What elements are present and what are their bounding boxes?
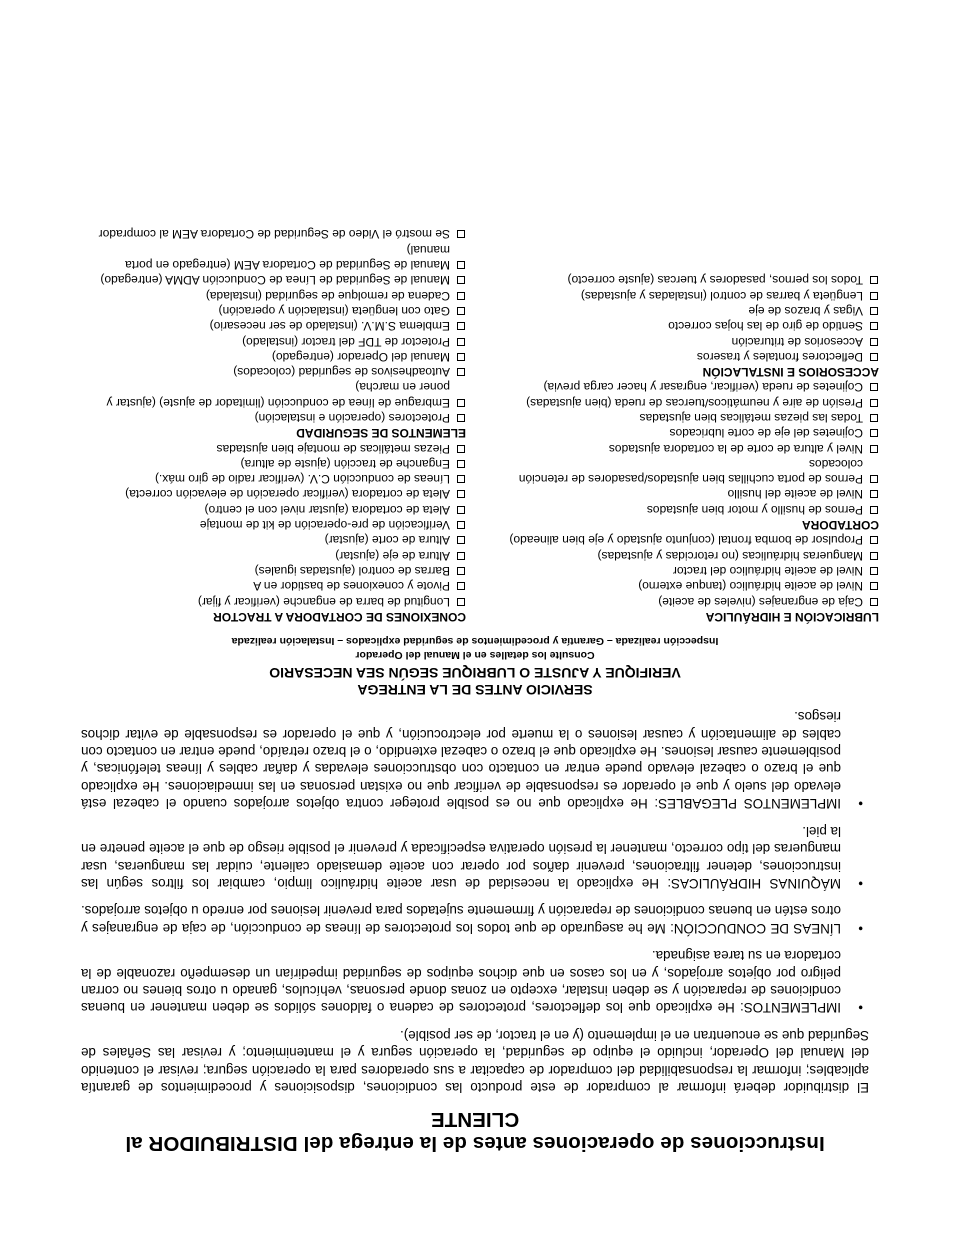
instructions-list (81, 708, 869, 1017)
checklist-item (81, 517, 466, 532)
checkbox-icon[interactable] (457, 230, 465, 238)
checklist-item-label: Altura de corte (ajustar) (324, 533, 450, 548)
checkbox-icon[interactable] (457, 536, 465, 544)
checklist-item (494, 349, 879, 364)
checklist-item-label: Manual de Seguridad de Línea de Conducción ADMA (entregado) (100, 273, 450, 288)
checkbox-icon[interactable] (870, 598, 878, 606)
checklist-item-label: Manual de Seguridad de Cortadora AEM (entregado en porta manual) (125, 242, 450, 273)
section-title-seguridad: ELEMENTOS DE SEGURIDAD (296, 426, 466, 441)
checkbox-icon[interactable] (457, 414, 465, 422)
checklist-item-label: Deflectores frontales y traseros (696, 349, 863, 364)
checkbox-icon[interactable] (457, 460, 465, 468)
checklist-item-label: Autoadhesivos de seguridad (colocados) (233, 365, 450, 380)
checkbox-icon[interactable] (870, 338, 878, 346)
checklist-item (81, 318, 466, 333)
checklist-item (81, 303, 466, 318)
checklist-item (81, 578, 466, 593)
checklist-right-column (81, 226, 466, 624)
checkbox-icon[interactable] (870, 353, 878, 361)
checkbox-icon[interactable] (870, 552, 878, 560)
checklist-item-label: Emblema S.M.V. (instalado de ser necesario) (209, 319, 450, 334)
checklist-item (81, 440, 466, 455)
checklist-item-label: Todas las piezas metálicas bien ajustadas (639, 411, 863, 426)
checklist-item (494, 593, 879, 608)
service-subtitle: VERIFIQUE Y AJUSTE O LUBRIQUE SEGÚN SEA NECESARIO (269, 664, 681, 681)
service-legend: Inspección realizada – Garantía y procedimientos de seguridad explicados – Instalación realizada (231, 634, 719, 647)
checklist-item (81, 241, 466, 272)
checklist-item-label: Aleta de cortadora (verificar operación de elevación correcta) (125, 487, 450, 502)
checkbox-icon[interactable] (870, 292, 878, 300)
checklist-item (494, 287, 879, 302)
checklist-item-label: Aleta de cortadora (ajustar nivel con el centro) (204, 502, 450, 517)
checklist-item-label: Piezas metálicas de montaje bien ajustadas (216, 441, 450, 456)
checklist-item-label: Lengüeta y barras de control (instaladas y ajustadas) (580, 288, 863, 303)
checklist-item (81, 287, 466, 302)
checklist-item-label: Nivel de aceite del husillo (727, 487, 863, 502)
checklist-left-column (494, 226, 879, 624)
checklist-item-label: Vigas y brazos de eje (748, 303, 863, 318)
checklist-item-label: Pernos de porta cuchillas bien ajustados/pasadores de retención colocados (518, 456, 863, 487)
checklist-item-label: Longitud de barra de enganche (verificar y fijar) (197, 594, 450, 609)
checklist-item-label: Cojinetes del eje de corte lubricados (669, 426, 863, 441)
checklist-item (494, 379, 879, 394)
checklist-item (81, 547, 466, 562)
checklist-item-label: Embrague de línea de conducción (limitador de ajuste) (ajustar y poner en marcha) (106, 380, 450, 410)
checklist-item-label: Verificación de pre-operación de kit de montaje (199, 518, 450, 533)
checkbox-icon[interactable] (870, 567, 878, 575)
bullet-glyph: • (858, 920, 863, 936)
checklist-item-label: Nivel de aceite hidráulico del tractor (672, 563, 863, 578)
checklist-item-label: Protector de TDF del tractor (instalado) (242, 334, 450, 349)
checkbox-icon[interactable] (457, 292, 465, 300)
checklist-item (494, 502, 879, 517)
checklist-item-label: Líneas de conducción C.V. (verificar radio de giro máx.) (154, 472, 450, 487)
checkbox-icon[interactable] (457, 552, 465, 560)
checklist-item-label: Caja de engranajes (niveles de aceite) (658, 594, 863, 609)
checklist-item-label: Se mostró el Video de Seguridad de Cortadora AEM al comprador (98, 227, 450, 242)
bullet-plegables (81, 708, 869, 812)
checkbox-icon[interactable] (457, 506, 465, 514)
checklist-item-label: Protectores (operación e instalación) (254, 411, 450, 426)
checklist-accesorios (494, 272, 879, 364)
checkbox-icon[interactable] (870, 445, 878, 453)
checklist-item-label: Pivote y conexiones de bastidor en A (253, 579, 450, 594)
bullet-hidraulicas (81, 822, 869, 892)
checklist-item (81, 333, 466, 348)
checkbox-icon[interactable] (870, 276, 878, 284)
service-title: SERVICIO ANTES DE LA ENTREGA (357, 681, 593, 698)
bullet-glyph: • (858, 1000, 863, 1016)
checkbox-icon[interactable] (457, 399, 465, 407)
checklist-item (81, 364, 466, 379)
checklist-item-label: Barras de control (ajustadas iguales) (254, 563, 450, 578)
checklist-item (494, 456, 879, 487)
checkbox-icon[interactable] (870, 536, 878, 544)
checkbox-icon[interactable] (870, 506, 878, 514)
checklist-item-label: Cojinetes de rueda (verificar, engrasar y hacer carga previa) (543, 380, 863, 395)
checkbox-icon[interactable] (457, 353, 465, 361)
checkbox-icon[interactable] (457, 491, 465, 499)
checkbox-icon[interactable] (457, 582, 465, 590)
checkbox-icon[interactable] (457, 598, 465, 606)
checklist-item (81, 563, 466, 578)
checklist-item (494, 486, 879, 501)
checklist-item (81, 379, 466, 410)
service-note: Consulte los detalles en el Manual del Operador (355, 648, 595, 661)
checklist-item (494, 394, 879, 409)
checklist-item (494, 410, 879, 425)
checklist-item (494, 272, 879, 287)
checklist-item (81, 410, 466, 425)
checklist-item-label: Cadena de remolque de seguridad (instalada) (205, 288, 450, 303)
checklist-columns (81, 226, 879, 624)
checklist-item (494, 563, 879, 578)
page-title: Instrucciones de operaciones antes de la entrega del DISTRIBUIDOR al CLIENTE (125, 1108, 825, 1155)
bullet-text: LÍNEAS DE CONDUCCIÓN: Me he asegurado de que todos los protectores de líneas de conducción, de caja de engranajes y otros estén en buenas condiciones de reparación y firmemente sujetados para prevenir lesiones por enredo u objetos arrojados. (80, 903, 841, 936)
checklist-item-label: Presión de aire y neumáticos/tuercas de rueda (bien ajustadas) (526, 395, 863, 410)
bullet-text: IMPLEMENTOS PLEGABLES: He explicado que no es posible proteger contra objetos arrojados cuando el cabezal está elevado del suelo y que el operador es responsable de verificar que no existan personas en las inmediaciones. He explicado que el brazo o cabezal elevado puede entrar en contacto con obstrucciones elevadas y dañar cables y líneas telefónicas, y posiblemente causar lesiones. He explicado que el brazo o cabezal extendido, o el brazo retraído, puede entrar en contacto con cables de alimentación y causar lesiones o la muerte por electrocución, y que el operador es responsable de evitar dichos riesgos. (81, 709, 841, 812)
checkbox-icon[interactable] (457, 475, 465, 483)
checklist-item (494, 318, 879, 333)
checkbox-icon[interactable] (870, 429, 878, 437)
checklist-item (494, 578, 879, 593)
checklist-item-label: Manual del Operador (entregado) (271, 349, 450, 364)
checklist-item-label: Propulsor de bomba frontal (conjunto ajustado y eje bien alineado) (509, 533, 863, 548)
bullet-glyph: • (858, 875, 863, 891)
checklist-item-label: Todos los pernos, pasadores y tuercas (ajuste correcto) (567, 273, 863, 288)
section-title-accesorios: ACCESORIOS E INSTALACIÓN (702, 365, 879, 380)
checkbox-icon[interactable] (457, 521, 465, 529)
checklist-item-label: Mangueras hidráulicas (no retorcidas y ajustadas) (597, 548, 863, 563)
checkbox-icon[interactable] (457, 368, 465, 376)
intro-paragraph: El distribuidor deberá informar al comprador de este producto las condiciones, disposiciones y procedimientos de garantía aplicables; informar la responsabilidad del comprador de capacitar a sus operadores para la operación segura; revisar el contenido del Manual del Operador, incluido el equipo de seguridad, la operación segura y el mantenimiento; y revisar las Señales de Seguridad que se encuentran en el implemento (y en el tractor, de ser posible). (81, 1027, 869, 1095)
checkbox-icon[interactable] (870, 491, 878, 499)
section-title-lubricacion: LUBRICACIÓN E HIDRÁULICA (705, 609, 879, 624)
checklist-item (494, 547, 879, 562)
checklist-item (81, 532, 466, 547)
checkbox-icon[interactable] (457, 276, 465, 284)
checkbox-icon[interactable] (457, 338, 465, 346)
checklist-item (494, 532, 879, 547)
checklist-item (81, 349, 466, 364)
checklist-item-label: Sentido de giro de las hojas correcto (668, 319, 863, 334)
checklist-item (81, 593, 466, 608)
checklist-item-label: Nivel y altura de corte de la cortadora ajustados (608, 441, 863, 456)
document-content (80, 226, 879, 1155)
checkbox-icon[interactable] (870, 582, 878, 590)
checklist-lubricacion (494, 532, 879, 608)
checklist-item-label: Gato con lengüeta (instalación y operación) (218, 303, 450, 318)
checkbox-icon[interactable] (457, 445, 465, 453)
checklist-item-label: Enganche de tracción (ajuste de altura) (240, 456, 450, 471)
checklist-cortadora (494, 379, 879, 517)
checkbox-icon[interactable] (870, 399, 878, 407)
checklist-item (494, 425, 879, 440)
checkbox-icon[interactable] (457, 261, 465, 269)
checklist-item-label: Altura de eje (ajustar) (335, 548, 450, 563)
checkbox-icon[interactable] (870, 307, 878, 315)
section-title-conexiones: CONEXIONES DE CORTADORA A TRACTOR (213, 609, 466, 624)
checklist-item-label: Pernos de husillo y motor bien ajustados (646, 502, 863, 517)
checklist-item (81, 456, 466, 471)
checkbox-icon[interactable] (870, 414, 878, 422)
checkbox-icon[interactable] (870, 322, 878, 330)
bullet-text: IMPLEMENTOS: He explicado que los deflectores, protectores de cadena o faldones sólidos se deben mantener en buenas condiciones de reparación y se deben instalar, excepto en zonas donde personas, vehículos, ganado u otros bienes no corran peligro por objetos arrojados, y en los casos en que dichos equipos de seguridad impedirían un desempeño razonable de la cortadora en su tarea asignada. (81, 948, 841, 1016)
bullet-text: MÁQUINAS HIDRÁULICAS: He explicado la necesidad de usar aceite hidráulico limpio, cambiar los filtros según las instrucciones, detener filtraciones, prevenir daños por operar con aceite demasiado caliente, cuidar las mangueras, usar mangueras del tipo correcto, mantener la presión operativa especificada y prevenir el posible riesgo de que el aceite penetre en la piel. (81, 823, 841, 891)
checklist-item (494, 440, 879, 455)
checkbox-icon[interactable] (870, 383, 878, 391)
checkbox-icon[interactable] (457, 307, 465, 315)
checklist-item (494, 333, 879, 348)
checklist-item-label: Nivel de aceite hidráulico (tanque externo) (638, 579, 863, 594)
checklist-item (81, 502, 466, 517)
checklist-seguridad (81, 226, 466, 425)
checklist-item-label: Accesorios de trituración (731, 334, 863, 349)
bullet-glyph: • (858, 796, 863, 812)
bullet-implementos (81, 947, 869, 1017)
checklist-item (494, 303, 879, 318)
checkbox-icon[interactable] (457, 567, 465, 575)
checkbox-icon[interactable] (870, 475, 878, 483)
checklist-item (81, 471, 466, 486)
section-title-cortadora: CORTADORA (801, 518, 879, 533)
checklist-item (81, 272, 466, 287)
checklist-item (81, 226, 466, 241)
checklist-conexiones (81, 440, 466, 608)
checkbox-icon[interactable] (457, 322, 465, 330)
checklist-item (81, 486, 466, 501)
bullet-lineas (81, 902, 869, 937)
